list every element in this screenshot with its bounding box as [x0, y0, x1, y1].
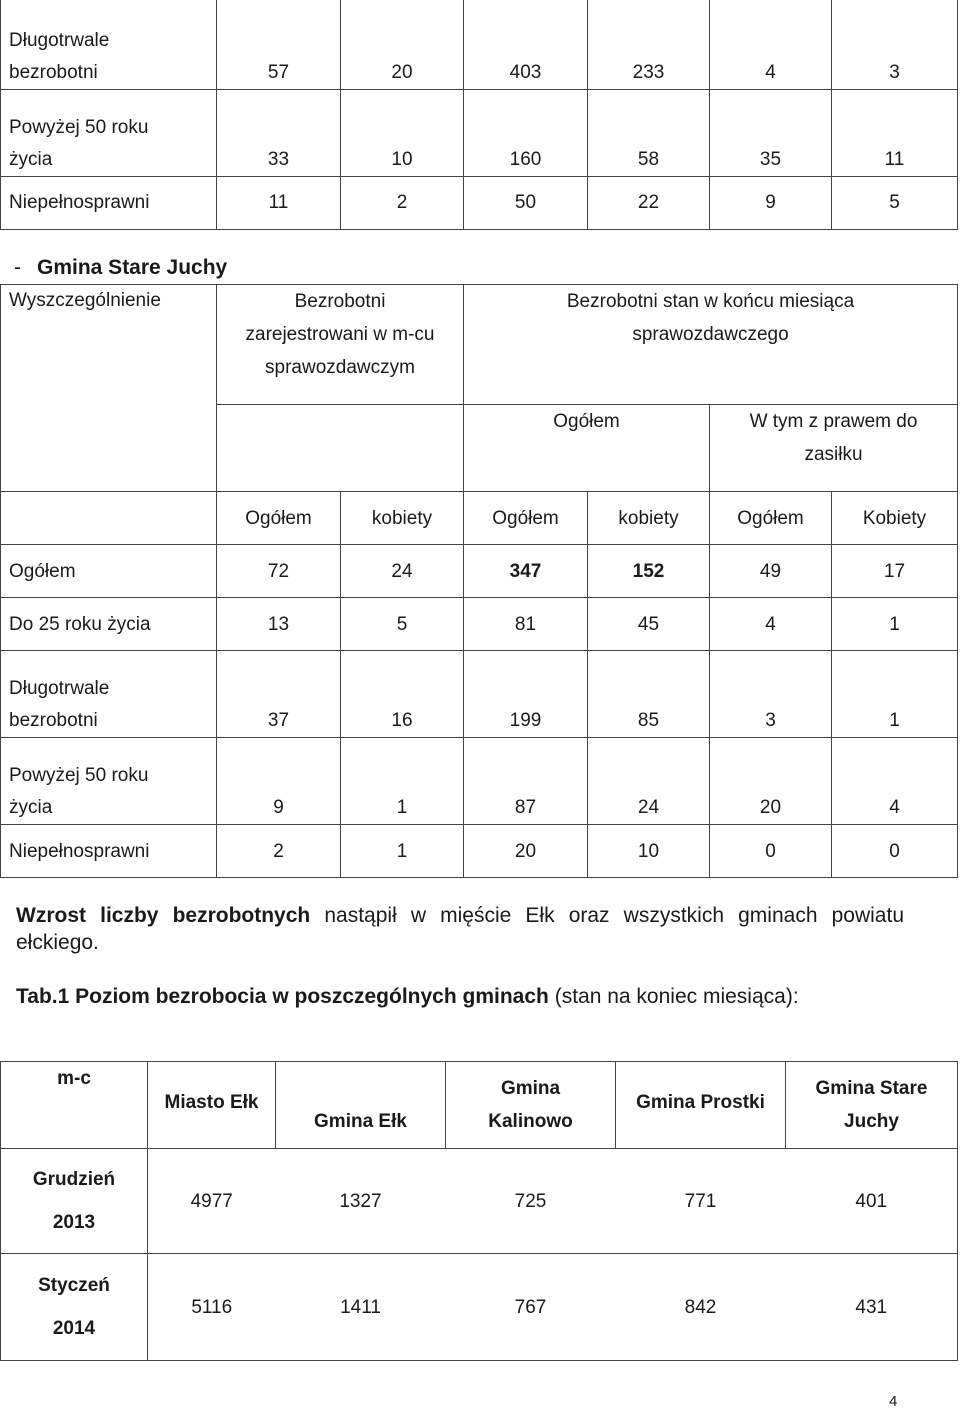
cell: 1 — [832, 598, 958, 651]
section-heading — [14, 256, 227, 280]
cell: 347 — [464, 545, 588, 598]
cell: 431 — [786, 1254, 958, 1361]
cell: 1 — [341, 825, 464, 878]
cell: 4 — [710, 0, 832, 89]
cell: 233 — [588, 0, 710, 89]
list-dash: - — [14, 256, 21, 279]
header-wyszczegolnienie: Wyszczególnienie — [1, 285, 217, 492]
row-label: Długotrwale bezrobotni — [1, 651, 217, 738]
subheader-cell: kobiety — [588, 492, 710, 545]
cell: 1411 — [276, 1254, 446, 1361]
subheader-cell: Kobiety — [832, 492, 958, 545]
subheader-cell: kobiety — [341, 492, 464, 545]
cell: 87 — [464, 738, 588, 825]
cell: 1 — [341, 738, 464, 825]
cell: 5 — [341, 598, 464, 651]
cell: 13 — [217, 598, 341, 651]
cell: 2 — [217, 825, 341, 878]
table-row — [1, 598, 958, 651]
paragraph-text: nastąpił w mięście Ełk oraz wszystkich gminach powiatu ełckiego. — [16, 904, 904, 954]
caption-title: Poziom bezrobocia w poszczególnych gminach — [69, 985, 549, 1008]
row-label: Długotrwale bezrobotni — [1, 0, 217, 89]
cell: 4 — [710, 598, 832, 651]
cell: 1327 — [276, 1149, 446, 1254]
row-label: Niepełnosprawni — [1, 176, 217, 229]
subheader-cell: Ogółem — [710, 492, 832, 545]
cell: 24 — [341, 545, 464, 598]
cell: 16 — [341, 651, 464, 738]
cell: 17 — [832, 545, 958, 598]
table-row — [1, 89, 958, 176]
row-month: Grudzień 2013 — [1, 1149, 148, 1254]
cell: 0 — [832, 825, 958, 878]
header-ogolem: Ogółem — [464, 405, 710, 492]
cell: 725 — [446, 1149, 616, 1254]
header-empty — [217, 405, 464, 492]
cell: 33 — [217, 89, 341, 176]
header-gmina-prostki: Gmina Prostki — [616, 1062, 786, 1149]
cell: 3 — [710, 651, 832, 738]
row-month: Styczeń 2014 — [1, 1254, 148, 1361]
paragraph-bold: Wzrost liczby bezrobotnych — [16, 904, 311, 927]
cell: 72 — [217, 545, 341, 598]
cell: 3 — [832, 0, 958, 89]
header-gmina-elk: Gmina Ełk — [276, 1062, 446, 1149]
caption-rest: (stan na koniec miesiąca): — [548, 985, 799, 1008]
cell: 403 — [464, 0, 588, 89]
header-gmina-stare-juchy: Gmina Stare Juchy — [786, 1062, 958, 1149]
cell: 401 — [786, 1149, 958, 1254]
paragraph — [16, 902, 904, 956]
cell: 50 — [464, 176, 588, 229]
table-gminy — [0, 1061, 958, 1361]
cell: 199 — [464, 651, 588, 738]
subheader-cell: Ogółem — [217, 492, 341, 545]
row-label: Do 25 roku życia — [1, 598, 217, 651]
header-row — [1, 1062, 958, 1149]
cell: 9 — [217, 738, 341, 825]
cell: 37 — [217, 651, 341, 738]
cell: 58 — [588, 89, 710, 176]
cell: 842 — [616, 1254, 786, 1361]
cell: 49 — [710, 545, 832, 598]
cell: 85 — [588, 651, 710, 738]
cell: 11 — [217, 176, 341, 229]
cell: 20 — [464, 825, 588, 878]
cell: 1 — [832, 651, 958, 738]
cell: 4977 — [148, 1149, 276, 1254]
cell: 0 — [710, 825, 832, 878]
cell: 57 — [217, 0, 341, 89]
table-gmina-stare-juchy — [0, 284, 958, 878]
cell: 2 — [341, 176, 464, 229]
table-row — [1, 545, 958, 598]
cell: 4 — [832, 738, 958, 825]
cell: 9 — [710, 176, 832, 229]
caption-tab: Tab.1 — [16, 985, 70, 1008]
table-row — [1, 738, 958, 825]
cell: 5 — [832, 176, 958, 229]
cell: 11 — [832, 89, 958, 176]
header-gmina-kalinowo: Gmina Kalinowo — [446, 1062, 616, 1149]
row-label: Ogółem — [1, 545, 217, 598]
row-label: Niepełnosprawni — [1, 825, 217, 878]
cell: 160 — [464, 89, 588, 176]
table-row — [1, 176, 958, 229]
row-label: Powyżej 50 roku życia — [1, 89, 217, 176]
cell: 767 — [446, 1254, 616, 1361]
header-registered: Bezrobotni zarejestrowani w m-cu sprawozdawczym — [217, 285, 464, 405]
table-row — [1, 1254, 958, 1361]
cell: 35 — [710, 89, 832, 176]
cell: 10 — [588, 825, 710, 878]
subheader-cell: Ogółem — [464, 492, 588, 545]
table-row — [1, 0, 958, 89]
cell: 20 — [710, 738, 832, 825]
page-number: 4 — [889, 1393, 898, 1410]
cell: 24 — [588, 738, 710, 825]
section-title: Gmina Stare Juchy — [37, 256, 228, 279]
subheader-empty — [1, 492, 217, 545]
cell: 22 — [588, 176, 710, 229]
header-row — [1, 285, 958, 405]
table-row — [1, 1149, 958, 1254]
cell: 81 — [464, 598, 588, 651]
table-caption — [16, 985, 799, 1009]
cell: 20 — [341, 0, 464, 89]
cell: 152 — [588, 545, 710, 598]
header-miasto-elk: Miasto Ełk — [148, 1062, 276, 1149]
cell: 10 — [341, 89, 464, 176]
header-month: m-c — [1, 1062, 148, 1149]
cell: 5116 — [148, 1254, 276, 1361]
header-with-benefit: W tym z prawem do zasiłku — [710, 405, 958, 492]
header-end-of-month: Bezrobotni stan w końcu miesiąca sprawozdawczego — [464, 285, 958, 405]
table-row — [1, 651, 958, 738]
row-label: Powyżej 50 roku życia — [1, 738, 217, 825]
cell: 771 — [616, 1149, 786, 1254]
subheader-row — [1, 492, 958, 545]
table-continuation — [0, 0, 958, 230]
table-row — [1, 825, 958, 878]
cell: 45 — [588, 598, 710, 651]
